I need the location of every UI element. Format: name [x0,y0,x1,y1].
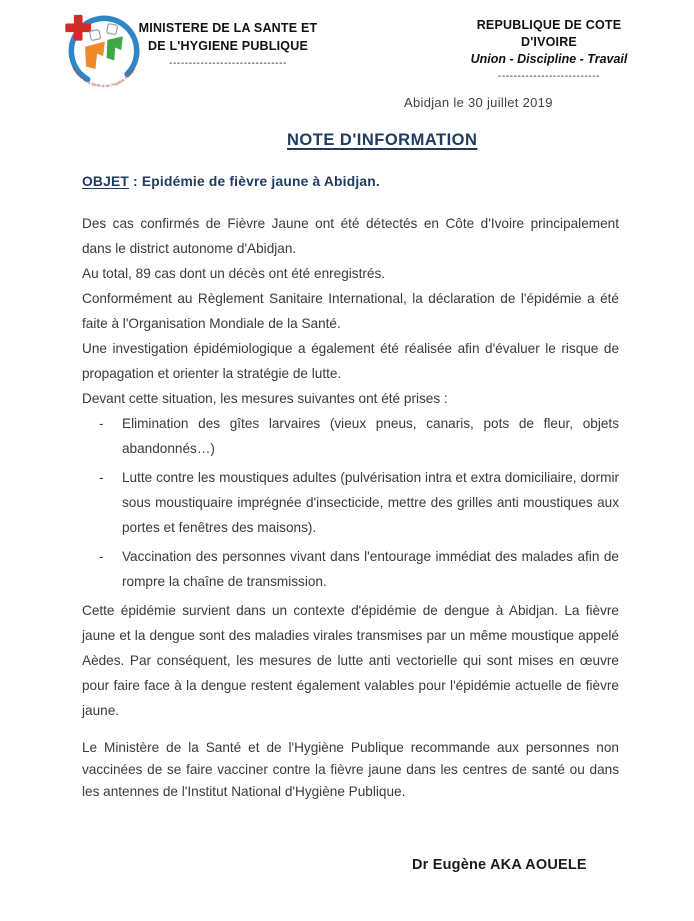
signature-name: Dr Eugène AKA AOUELE [412,857,587,873]
ministry-name-line2: DE L'HYGIENE PUBLIQUE [148,39,308,53]
paragraph: Conformément au Règlement Sanitaire International, la déclaration de l'épidémie a été faite à l'Organisation Mondiale de la Santé. [82,291,619,331]
list-item-text: Lutte contre les moustiques adultes (pulvérisation intra et extra domiciliaire, dormir sous moustiquaire imprégnée d'insecticide, mettre des grilles anti moustiques aux portes et fenêtres des maisons). [122,470,619,535]
list-item [82,411,619,461]
bullet-marker: - [99,416,104,431]
document-body [82,211,619,803]
republic-motto: Union - Discipline - Travail [470,52,628,66]
ministry-dashed-rule: ------------------------------ [169,58,287,69]
list-item-text: Elimination des gîtes larvaires (vieux pneus, canaris, pots de fleur, objets abandonnés…) [122,416,619,456]
republic-header [449,17,649,83]
paragraph: Devant cette situation, les mesures suivantes ont été prises : [82,391,448,406]
list-item [82,465,619,540]
list-item-text: Vaccination des personnes vivant dans l'entourage immédiat des malades afin de rompre la chaîne de transmission. [122,549,619,589]
subject-text: Epidémie de fièvre jaune à Abidjan. [141,174,380,189]
dateline: Abidjan le 30 juillet 2019 [404,95,553,110]
subject-separator: : [129,174,142,189]
red-cross-icon [65,15,91,41]
subject-line [82,174,380,189]
list-item [82,544,619,594]
paragraph: Des cas confirmés de Fièvre Jaune ont été détectés en Côte d'Ivoire principalement dans le district autonome d'Abidjan. [82,216,619,256]
bullet-marker: - [99,470,104,485]
document-title: NOTE D'INFORMATION [287,131,478,149]
paragraph: Une investigation épidémiologique a également été réalisée afin d'évaluer le risque de propagation et orienter la stratégie de lutte. [82,341,619,381]
paragraph: Cette épidémie survient dans un contexte d'épidémie de dengue à Abidjan. La fièvre jaune et la dengue sont des maladies virales transmises par un même moustique appelé Aèdes. Par conséquent, les mesures de lutte anti vectorielle qui sont mises en œuvre pour faire face à la dengue restent également valables pour l'épidémie actuelle de fièvre jaune. [82,603,619,718]
ministry-name-line1: MINISTERE DE LA SANTE ET [138,21,318,35]
logo-head-left [89,29,100,40]
logo-ring-text: Ministère de la Santé et de l'Hygiène Publique [71,65,137,89]
republic-name: REPUBLIQUE DE COTE D'IVOIRE [476,18,622,49]
ministry-header [103,19,353,70]
paragraph: Au total, 89 cas dont un décès ont été enregistrés. [82,266,386,281]
republic-dashed-rule: -------------------------- [497,71,601,82]
measures-list [82,411,619,594]
subject-label: OBJET [82,174,129,189]
paragraph: Le Ministère de la Santé et de l'Hygiène Publique recommande aux personnes non vaccinées de se faire vacciner contre la fièvre jaune dans les centres de santé ou dans les antennes de l'Institut National d'Hygiène Publique. [82,740,619,799]
logo-figure-orange [85,42,105,70]
bullet-marker: - [99,549,104,564]
